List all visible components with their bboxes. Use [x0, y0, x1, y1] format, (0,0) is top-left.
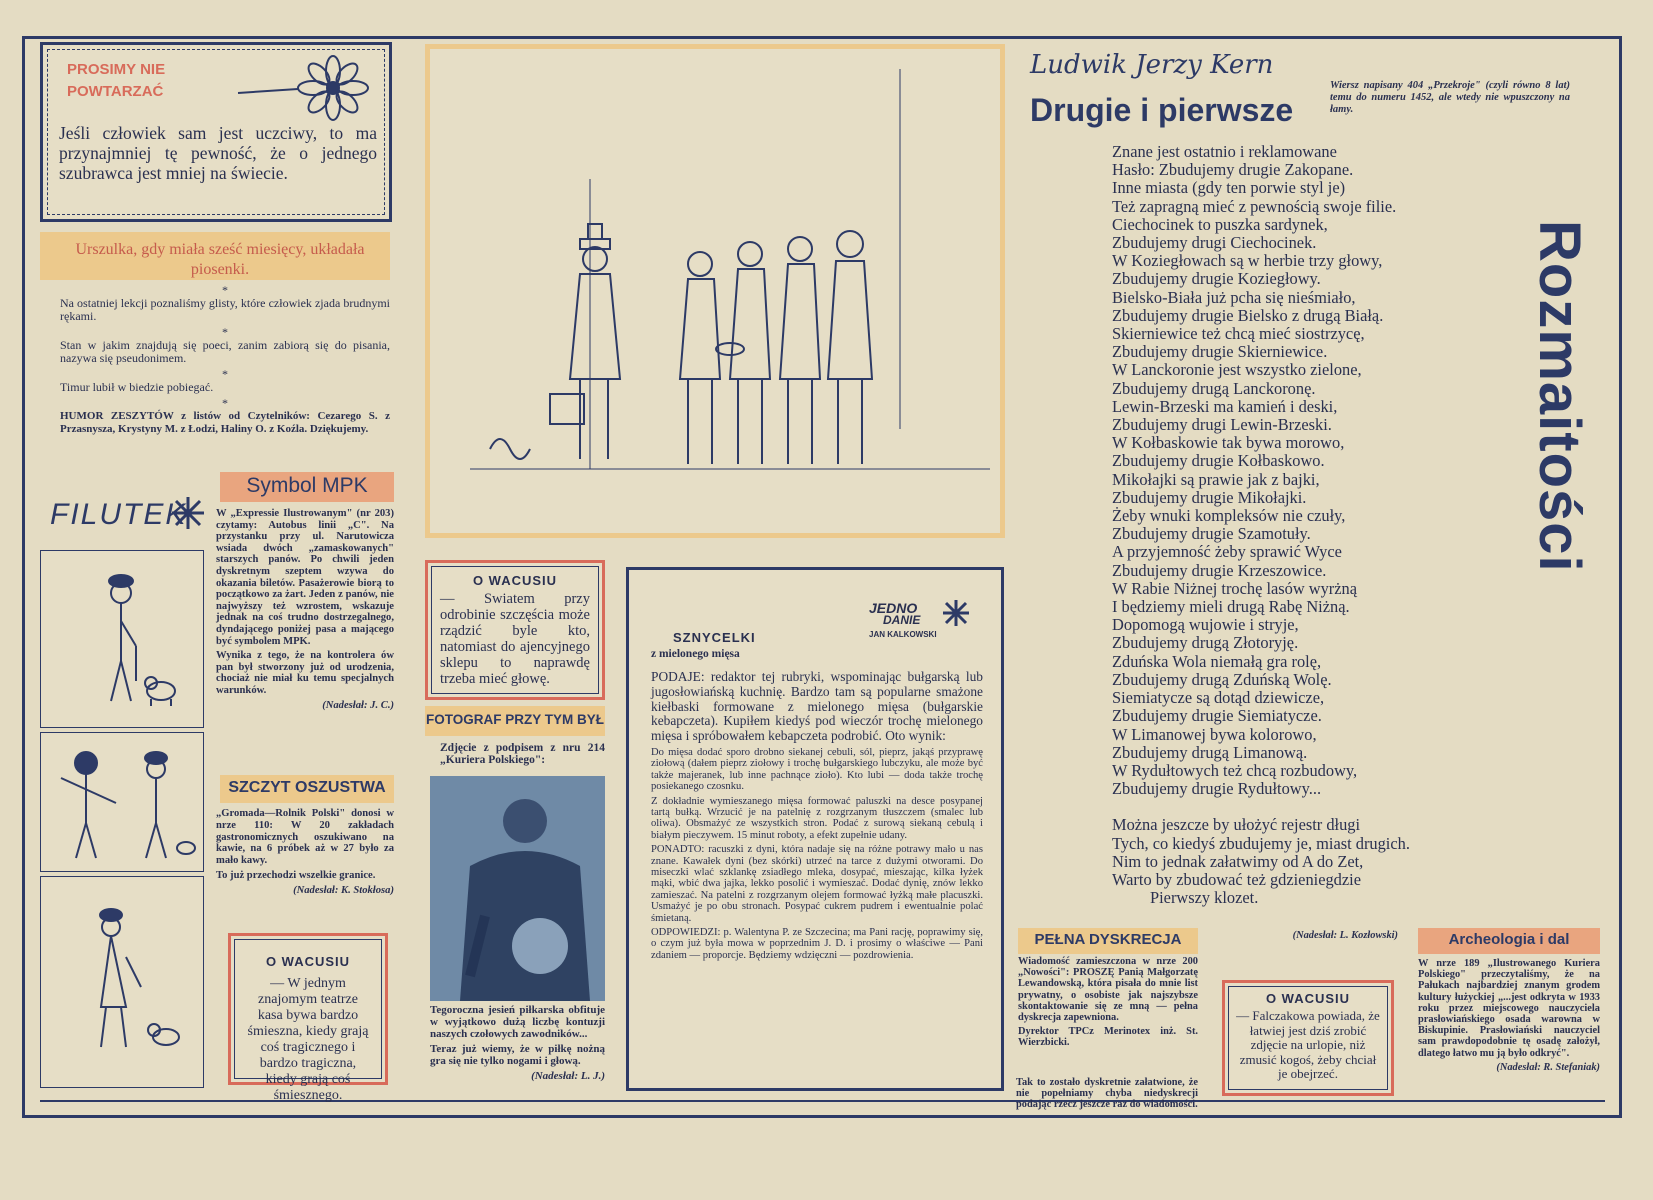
archeologia-title: Archeologia i dal	[1448, 931, 1570, 948]
wacus-box-3	[1222, 980, 1394, 1096]
filutek-panel-2	[40, 732, 204, 872]
wacus-3-text: — Falczakowa powiada, że łatwiej jest dziś zrobić zdjęcie na urlopie, niż zmusić kogoś, żeby chciał je obejrzeć.	[1236, 1008, 1380, 1081]
wacus-2-title: O WACUSIU	[472, 573, 558, 588]
filutek-logo: FILUTEK	[50, 498, 188, 531]
fotograf-intro: Zdjęcie z podpisem z nru 214 „Kuriera Polskiego":	[440, 742, 605, 766]
flower-icon	[238, 53, 388, 123]
footballer-photo-icon	[430, 776, 605, 1001]
wacus-3-title: O WACUSIU	[1265, 991, 1351, 1006]
poem-title: Drugie i pierwsze	[1030, 92, 1294, 128]
poem-note: Wiersz napisany 404 „Przekroje" (czyli równo 8 lat) temu do numeru 1452, ale wtedy nie wpuszczony na łamy.	[1330, 80, 1570, 115]
poem-author: Ludwik Jerzy Kern	[1030, 50, 1274, 80]
dyskrecja-text-cont: Tak to zostało dyskretnie załatwione, że nie popełniamy chyba niedyskrecji podając rzecz jeszcze raz do wiadomości.	[1016, 1077, 1198, 1111]
filutek-panel-1	[40, 550, 204, 728]
filutek-panel-3	[40, 876, 204, 1088]
wacus-box-2	[425, 560, 605, 700]
dyskrecja-credit-col: (Nadesłał: L. Kozłowski)	[1292, 930, 1398, 941]
cartoon-figure-icon	[41, 551, 203, 727]
urszulka-items: * Na ostatniej lekcji poznaliśmy glisty, które człowiek zjada brudnymi rękami. * Stan w jakim znajdują się poeci, zanim zabiorą się do pisania, nazywa się pseudonimem. * Timur lubił w biedzie pobiegać. * HUMOR ZESZYTÓW z listów od Czytelników: Cezarego S. z Przasnysza, Krystyny M. z Łodzi, Haliny O. z Koźla. Dziękujemy.	[60, 283, 390, 435]
sznycelki-box	[626, 567, 1004, 1091]
szczyt-text: „Gromada—Rolnik Polski" donosi w nrze 110: W 20 zakładach gastronomicznych oszukiwano na kawie, na 6 próbek aż w 27 było za mało kawy. To już przechodzi wszelkie granice. (Nadesłał: K. Stokłosa)	[216, 808, 394, 896]
urszulka-item: Stan w jakim znajdują się poeci, zanim zabiorą się do pisania, nazywa się pseudonimem.	[60, 338, 390, 365]
urszulka-credit: HUMOR ZESZYTÓW z listów od Czytelników: Cezarego S. z Przasnysza, Krystyny M. z Łodzi, Haliny O. z Koźla. Dziękujemy.	[60, 410, 390, 435]
urszulka-item: Timur lubił w biedzie pobiegać.	[60, 380, 214, 394]
dyskrecja-title: PEŁNA DYSKRECJA	[1034, 931, 1182, 948]
szczyt-title: SZCZYT OSZUSTWA	[228, 779, 386, 796]
masthead-title: Rozmaitości	[1527, 220, 1592, 573]
wacus-2-text: — Swiatem przy odrobinie szczęścia może rządzić byle kto, natomiast do ajencyjnego sklepu to naprawdę trzeba mieć głowę.	[440, 591, 590, 687]
fotograf-photo	[430, 776, 605, 1001]
urszulka-lead: Urszulka, gdy miała sześć miesięcy, układała piosenki.	[75, 241, 365, 278]
poem-text: Znane jest ostatnio i reklamowane Hasło: Zbudujemy drugie Zakopane. Inne miasta (gdy ten porwie styl je) Też zapragną mieć z pewnością swoje filie. Ciechocinek to puszka sardynek, Zbudujemy drugi Ciechocinek. W Koziegłowach są w herbie trzy głowy, Zbudujemy drugie Koziegłowy. Bielsko-Biała już pcha się nieśmiało, Zbudujemy drugie Bielsko z drugą Białą. Skierniewice też chcą mieć siostrzycę, Zbudujemy drugie Skierniewice. W Lanckoronie jest wszystko zielone, Zbudujemy drugą Lanckoronę. Lewin-Brzeski ma kamień i deski, Zbudujemy drugi Lewin-Brzeski. W Kołbaskowie tak bywa morowo, Zbudujemy drugie Kołbaskowo. Mikołajki są prawie jak z bajki, Zbudujemy drugie Mikołajki. Żeby wnuki kompleksów nie czuły, Zbudujemy drugie Szamotuły. A przyjemność żeby sprawić Wyce Zbudujemy drugie Krzeszowice. W Rabie Niżnej trochę lasów wyrżną I będziemy mieli drugą Rabę Niżną. Dopomogą wujowie i stryje, Zbudujemy drugą Złotoryję. Zduńska Wola niemałą gra rolę, Zbudujemy drugą Zduńską Wolę. Siemiatycze są dotąd dziewicze, Zbudujemy drugie Siemiatycze. W Limanowej bywa kolorowo, Zbudujemy drugą Limanową. W Rydułtowych też chcą rozbudowy, Zbudujemy drugie Rydułtowy... Można jeszcze by ułożyć rejestr długi Tych, co kiedyś zbudujemy je, miast drugich. Nim to jednak załatwimy od A do Zet, Warto by zbudować też gdzieniegdzie Pierwszy klozet.	[1112, 142, 1410, 908]
sznycelki-title: SZNYCELKI	[673, 630, 756, 645]
dyskrecja-text: Wiadomość zamieszczona w nrze 200 „Nowości": PROSZĘ Panią Małgorzatę Lewandowską, która pisała do mnie list prywatny, o osobiste jak najszybsze skontaktowanie się ze mną — pełna dyskrecja zapewniona. Dyrektor TPCz Merinotex inż. St. Wierzbicki.	[1018, 956, 1198, 1049]
prosimy-title: PROSIMY NIE POWTARZAĆ	[67, 61, 166, 100]
cartoon-figures-icon	[41, 733, 203, 871]
wacus-1-text: — W jednym znajomym teatrze kasa bywa bardzo śmieszna, kiedy grają coś tragicznego i bardzo tragiczna, kiedy grają coś śmiesznego.	[247, 976, 369, 1103]
wacus-box-1	[228, 933, 388, 1103]
urszulka-item: Na ostatniej lekcji poznaliśmy glisty, które człowiek zjada brudnymi rękami.	[60, 296, 390, 323]
cartoon-beggars-icon	[430, 49, 1000, 533]
fotograf-text: Tegoroczna jesień piłkarska obfituje w wyjątkowo dużą liczbę kontuzji naszych czołowych zawodników... Teraz już wiemy, że w piłkę nożną gra się nie tylko nogami i głową. (Nadesłał: L. J.)	[430, 1004, 605, 1082]
urszulka-section	[40, 232, 390, 442]
symbol-text: W „Expressie Ilustrowanym" (nr 203) czytamy: Autobus linii „C". Na przystanku przy ul. Narutowicza wsiada dwóch „zamaskowanych" starszych panów. Po chwili jeden dyskretnym szeptem wzywa do okazania biletów. Pasażerowie biorą to początkowo za żart. Jeden z panów, nie najwyższy też wzrostem, wskazuje jednak na coś trudno dostrzegalnego, dyndającego poniżej pasa a mającego być symbolem MPK. Wynika z tego, że na kontrolera ów pan był stworzony już od urodzenia, chociaż nie miał ku temu specjalnych warunków. (Nadesłał: J. C.)	[216, 508, 394, 711]
star-burst-icon	[941, 598, 971, 628]
wacus-1-title: O WACUSIU	[265, 954, 351, 969]
prosimy-box	[40, 42, 392, 222]
cartoon-figure-dog-icon	[41, 877, 203, 1087]
symbol-title: Symbol MPK	[246, 474, 368, 497]
sznycelki-subtitle: z mielonego mięsa	[651, 648, 740, 660]
prosimy-text: Jeśli człowiek sam jest uczciwy, to ma przynajmniej tę pewność, że o jednego szubrawca jest mniej na świecie.	[59, 123, 377, 183]
filutek-star-icon	[170, 495, 206, 531]
sznycelki-body: PODAJE: redaktor tej rubryki, wspominając bułgarską lub jugosłowiańską kuchnię. Bardzo tam są popularne smażone kiełbaski formowane z mielonego mięsa (bułgarskie kebapczeta). Kupiłem kiedyś pod wieczór trochę mielonego mięsa i spróbowałem kebapczeta podrobić. Oto wynik: Do mięsa dodać sporo drobno siekanej cebuli, sól, pieprz, jakąś przyprawę ziołową (dałem pieprz ziołowy i trochę bułgarskiego lubczyku, ale może być także majeranek, lub inne pachnące zioło). Kto lubi — doda także trochę posiekanego czosnku. Z dokładnie wymieszanego mięsa formować paluszki na desce posypanej tartą bułką. Wrzucić je na patelnię z rozgrzanym tłuszczem (smalec lub oliwa). Obsmażyć ze wszystkich stron. Podać z surową siekaną cebulą i białym pieczywem. 15 minut roboty, a efekt zupełnie udany. PONADTO: racuszki z dyni, która nadaje się na różne potrawy mało u nas znane. Kawałek dyni (bez skórki) utrzeć na tarce z dużymi otworami. Do miseczki wlać szklankę zsiadłego mleka, dosypać, mieszając, kilka łyżek mąki, wbić dwa jajka, lekko posolić i wymieszać. Dodać dynię, znów lekko zamieszać. Na patelni z rozgrzanym olejem formować łyżką małe placuszki. Usmażyć je po obu stronach. Posypać cukrem pudrem i ewentualnie polać śmietaną. ODPOWIEDZI: p. Walentyna P. ze Szczecina; ma Pani rację, poprawimy się, o czym już była mowa w poprzednim J. D. i prosimy o właściwe — Pani zdaniem — proporcje. Będziemy wdzięczni — pozdrowienia.	[651, 669, 983, 961]
jedno-danie-logo: JEDNO DANIE JAN KALKOWSKI	[869, 600, 937, 639]
cartoon-frame	[425, 44, 1005, 538]
archeologia-text: W nrze 189 „Ilustrowanego Kuriera Polskiego" przeczytaliśmy, że na Pałukach najbardziej znanym grodem kultury łużyckiej „...jest odkryta w 1933 roku przez miejscowego nauczyciela prasłowiańskiego osada warowna w Biskupinie. Prasłowiański nauczyciel sam prawdopodobnie tę osadę założył, dlatego łatwo mu ją było odkryć". (Nadesłał: R. Stefaniak)	[1418, 958, 1600, 1073]
fotograf-title: FOTOGRAF PRZY TYM BYŁ	[425, 712, 604, 727]
